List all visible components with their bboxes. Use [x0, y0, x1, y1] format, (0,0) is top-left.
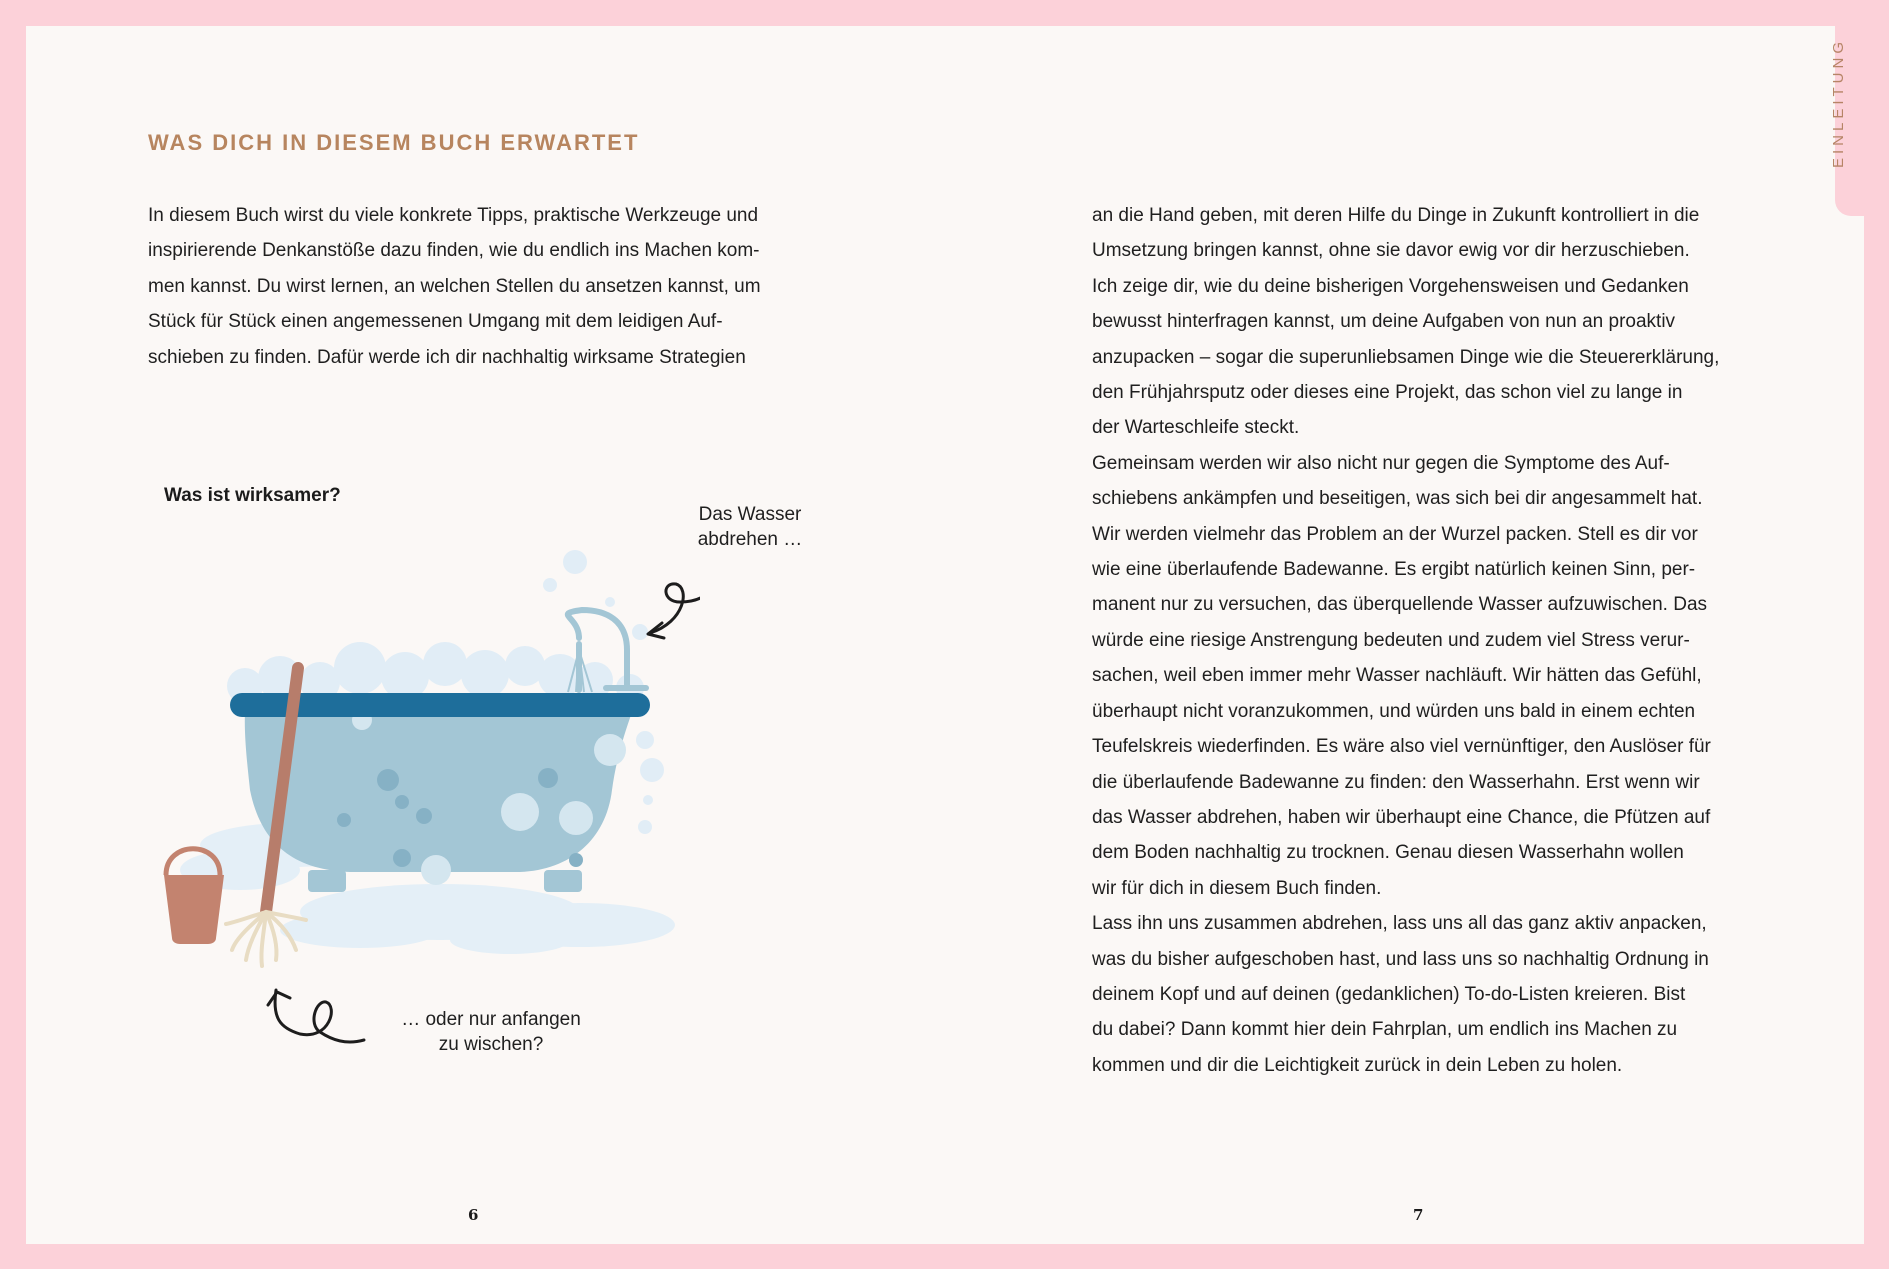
- arrow-to-faucet-icon: [648, 565, 700, 638]
- text-line: wie eine überlaufende Badewanne. Es ergibt natürlich keinen Sinn, per-: [1092, 559, 1696, 581]
- text-line: In diesem Buch wirst du viele konkrete Tipps, praktische Werkzeuge und: [148, 205, 759, 226]
- text-line: manent nur zu versuchen, das überquellende Wasser aufzuwischen. Das: [1092, 594, 1708, 616]
- text-line: das Wasser abdrehen, haben wir überhaupt eine Chance, die Pfützen auf: [1092, 806, 1711, 828]
- left-text-column: [148, 198, 808, 375]
- caption-line: … oder nur anfangen: [401, 1009, 581, 1030]
- text-line: Teufelskreis wiederfinden. Es wäre also viel vernünftiger, den Auslöser für: [1092, 736, 1711, 758]
- text-line: inspirierende Denkanstöße dazu finden, wie du endlich ins Machen kom-: [148, 240, 760, 262]
- illustration-title: Was ist wirksamer?: [164, 485, 341, 506]
- text-line: schieben zu finden. Dafür werde ich dir nachhaltig wirksame Strategien: [148, 346, 746, 368]
- text-line: kommen und dir die Leichtigkeit zurück in dein Leben zu holen.: [1092, 1054, 1623, 1076]
- bathtub-body: [245, 712, 632, 872]
- text-line: überhaupt nicht voranzukommen, und würden uns bald in einem echten: [1092, 700, 1696, 722]
- tub-foot-left: [308, 870, 346, 892]
- arrow-to-mop-icon: [268, 990, 364, 1042]
- text-line: die überlaufende Badewanne zu finden: den Wasserhahn. Erst wenn wir: [1092, 771, 1700, 793]
- caption-tap: [680, 502, 820, 552]
- text-line: den Frühjahrsputz oder dieses eine Projekt, das schon viel zu lange in: [1092, 382, 1683, 404]
- left-paragraph: [148, 198, 808, 375]
- text-line: Stück für Stück einen angemessenen Umgang mit dem leidigen Auf-: [148, 311, 723, 333]
- text-line: wir für dich in diesem Buch finden.: [1092, 877, 1382, 899]
- text-line: anzupacken – sogar die superunliebsamen Dinge wie die Steuererklärung,: [1092, 346, 1720, 368]
- caption-line: zu wischen?: [438, 1034, 544, 1055]
- right-text-column: [1092, 198, 1752, 1083]
- caption-line: abdrehen …: [697, 529, 803, 550]
- right-paragraph-1: [1092, 198, 1752, 446]
- tub-foot-right: [544, 870, 582, 892]
- text-line: schiebens ankämpfen und beseitigen, was sich bei dir angesammelt hat.: [1092, 488, 1703, 510]
- chapter-tab-label: EINLEITUNG: [1830, 37, 1847, 168]
- text-line: deinem Kopf und auf deinen (gedanklichen) To-do-Listen kreieren. Bist: [1092, 983, 1686, 1005]
- text-line: men kannst. Du wirst lernen, an welchen Stellen du ansetzen kannst, um: [148, 275, 761, 297]
- page-number-left: 6: [468, 1206, 479, 1224]
- text-line: der Warteschleife steckt.: [1092, 417, 1300, 439]
- right-paragraph-3: [1092, 906, 1752, 1083]
- text-line: Ich zeige dir, wie du deine bisherigen Vorgehensweisen und Gedanken: [1092, 275, 1689, 297]
- text-line: du dabei? Dann kommt hier dein Fahrplan, um endlich ins Machen zu: [1092, 1019, 1678, 1041]
- text-line: bewusst hinterfragen kannst, um deine Aufgaben von nun an proaktiv: [1092, 311, 1676, 333]
- text-line: an die Hand geben, mit deren Hilfe du Dinge in Zukunft kontrolliert in die: [1092, 205, 1700, 226]
- text-line: Wir werden vielmehr das Problem an der Wurzel packen. Stell es dir vor: [1092, 523, 1698, 545]
- text-line: sachen, weil eben immer mehr Wasser nachläuft. Wir hätten das Gefühl,: [1092, 665, 1702, 687]
- right-paragraph-2: [1092, 446, 1752, 906]
- bathtub-illustration: [140, 540, 700, 1060]
- text-line: Umsetzung bringen kannst, ohne sie davor ewig vor dir herzuschieben.: [1092, 240, 1690, 262]
- section-heading: WAS DICH IN DIESEM BUCH ERWARTET: [148, 130, 640, 155]
- text-line: was du bisher aufgeschoben hast, und lass uns so nachhaltig Ordnung in: [1092, 948, 1709, 970]
- text-line: Gemeinsam werden wir also nicht nur gegen die Symptome des Auf-: [1092, 452, 1670, 474]
- page-number-right: 7: [1413, 1206, 1424, 1224]
- text-line: würde eine riesige Anstrengung bedeuten und zudem viel Stress verur-: [1092, 629, 1690, 651]
- text-line: dem Boden nachhaltig zu trocknen. Genau diesen Wasserhahn wollen: [1092, 842, 1684, 864]
- text-line: Lass ihn uns zusammen abdrehen, lass uns all das ganz aktiv anpacken,: [1092, 913, 1707, 935]
- caption-line: Das Wasser: [698, 504, 802, 525]
